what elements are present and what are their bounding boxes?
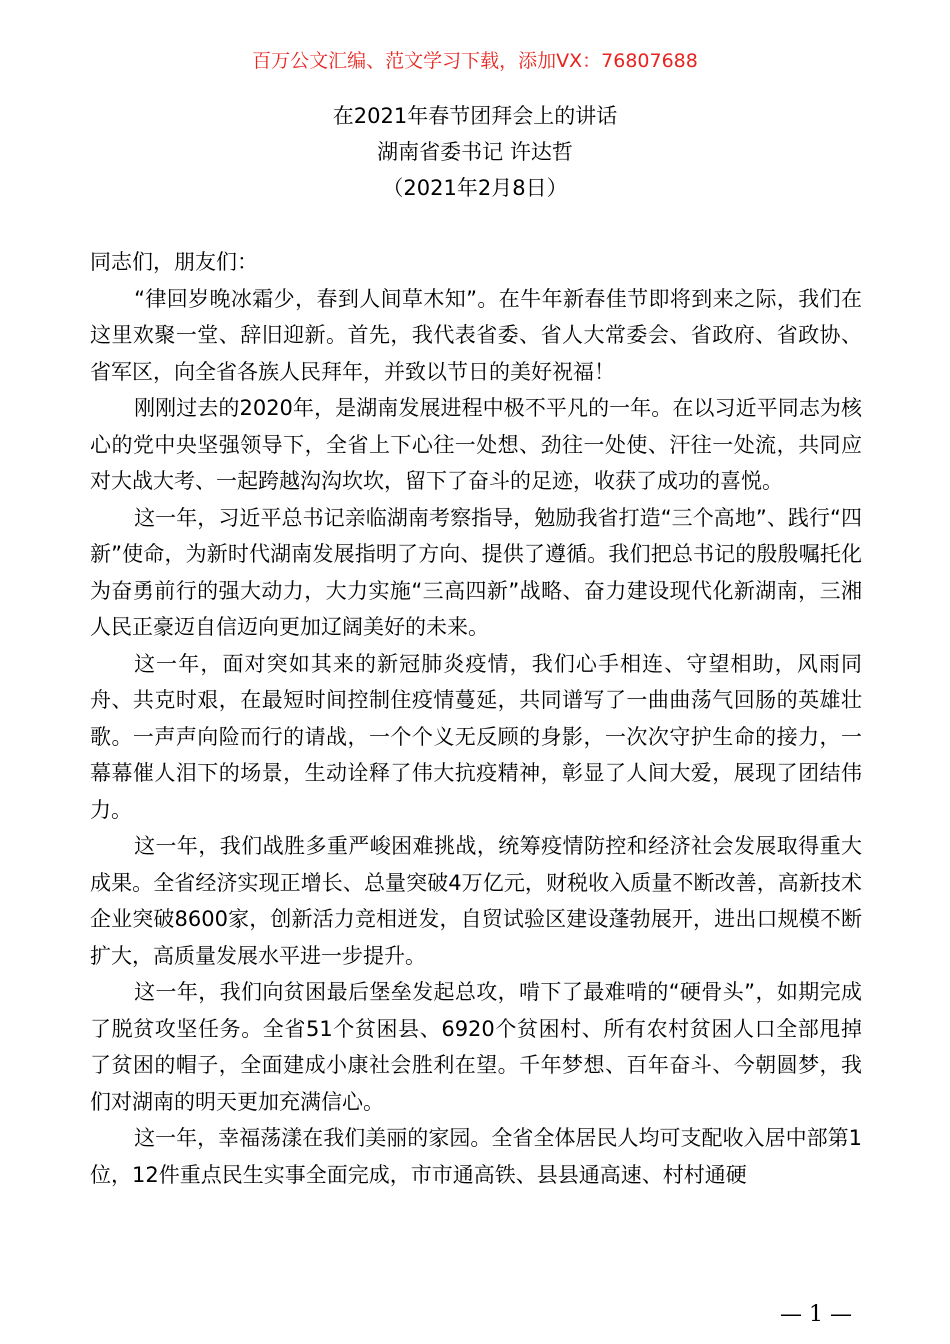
paragraph: 这一年，我们战胜多重严峻困难挑战，统筹疫情防控和经济社会发展取得重大成果。全省经济实现正增长、总量突破4万亿元，财税收入质量不断改善，高新技术企业突破8600家，创新活力竞相迸发，自贸试验区建设蓬勃展开，进出口规模不断扩大，高质量发展水平进一步提升。 [90, 834, 862, 968]
paragraph: 这一年，习近平总书记亲临湖南考察指导，勉励我省打造“三个高地”、践行“四新”使命，为新时代湖南发展指明了方向、提供了遵循。我们把总书记的殷殷嘱托化为奋勇前行的强大动力，大力实施“三高四新”战略、奋力建设现代化新湖南，三湘人民正豪迈自信迈向更加辽阔美好的未来。 [90, 505, 862, 639]
paragraph: 这一年，面对突如其来的新冠肺炎疫情，我们心手相连、守望相助，风雨同舟、共克时艰，在最短时间控制住疫情蔓延，共同谱写了一曲曲荡气回肠的英雄壮歌。一声声向险而行的请战，一个个义无反顾的身影，一次次守护生命的接力，一幕幕催人泪下的场景，生动诠释了伟大抗疫精神，彰显了人间大爱，展现了团结伟力。 [90, 651, 862, 822]
speech-title: 在2021年春节团拜会上的讲话 [332, 104, 618, 128]
page-number: — 1 — [780, 1302, 852, 1327]
speech-date: （2021年2月8日） [382, 176, 568, 200]
salutation: 同志们，朋友们： [90, 250, 258, 274]
speech-author: 湖南省委书记 许达哲 [377, 140, 573, 164]
paragraph: 刚刚过去的2020年，是湖南发展进程中极不平凡的一年。在以习近平同志为核心的党中央坚强领导下，全省上下心往一处想、劲往一处使、汗往一处流，共同应对大战大考、一起跨越沟沟坎坎，留下了奋斗的足迹，收获了成功的喜悦。 [90, 396, 862, 493]
paragraph: 这一年，我们向贫困最后堡垒发起总攻，啃下了最难啃的“硬骨头”，如期完成了脱贫攻坚任务。全省51个贫困县、6920个贫困村、所有农村贫困人口全部甩掉了贫困的帽子，全面建成小康社会胜利在望。千年梦想、百年奋斗、今朝圆梦，我们对湖南的明天更加充满信心。 [90, 980, 862, 1114]
watermark-header: 百万公文汇编、范文学习下载，添加VX：76807688 [252, 50, 698, 72]
paragraph: 这一年，幸福荡漾在我们美丽的家园。全省全体居民人均可支配收入居中部第1位，12件重点民生实事全面完成，市市通高铁、县县通高速、村村通硬 [90, 1126, 862, 1187]
paragraph: “律回岁晚冰霜少，春到人间草木知”。在牛年新春佳节即将到来之际，我们在这里欢聚一堂、辞旧迎新。首先，我代表省委、省人大常委会、省政府、省政协、省军区，向全省各族人民拜年，并致以节日的美好祝福！ [90, 286, 862, 384]
speech-body [90, 244, 862, 1193]
title-block [0, 98, 950, 206]
